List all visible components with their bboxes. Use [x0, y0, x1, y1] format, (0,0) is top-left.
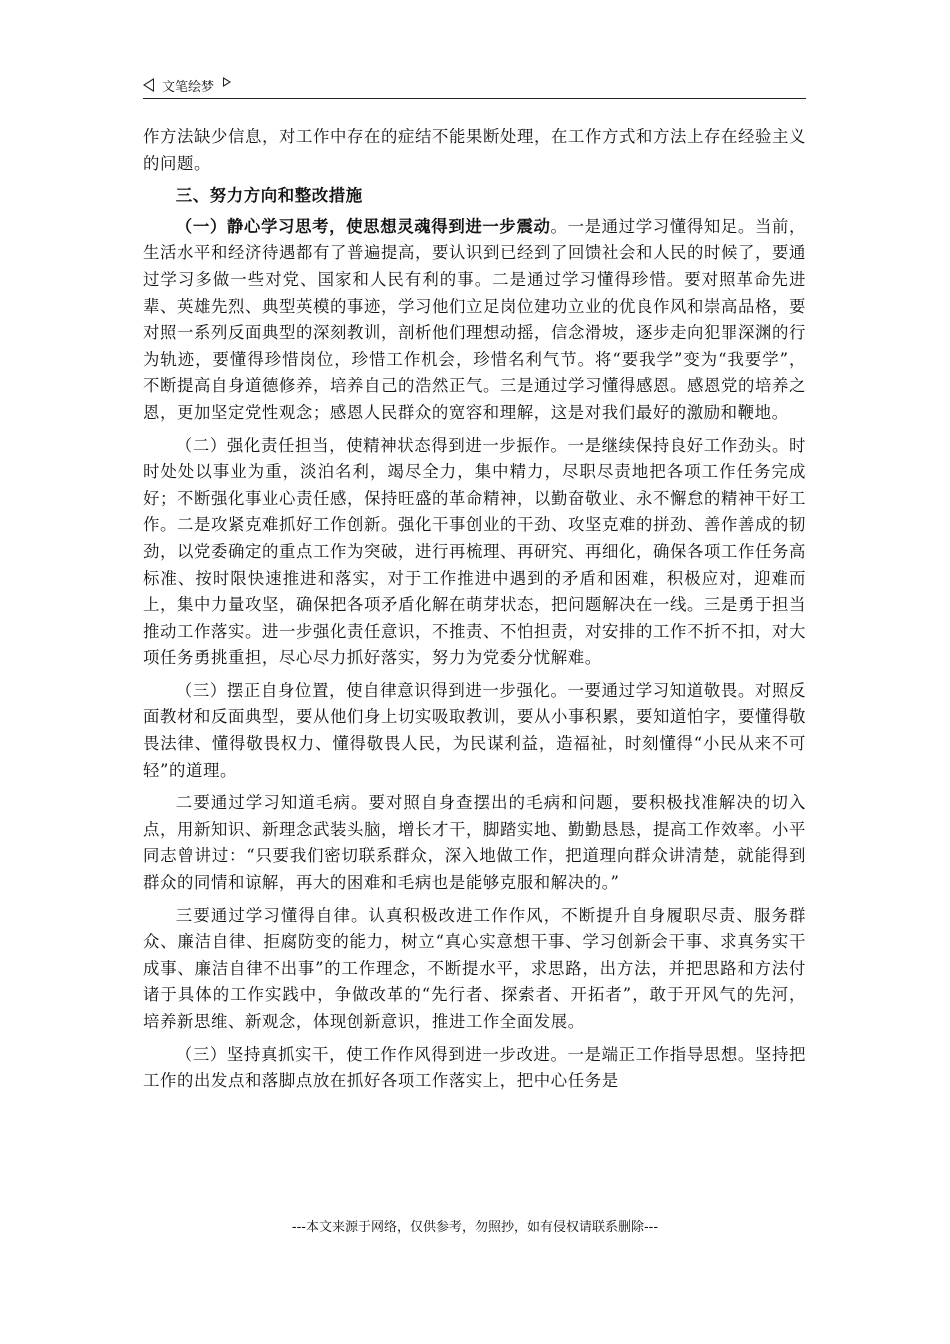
page-header	[143, 72, 806, 99]
paragraph-3: （三）摆正自身位置，使自律意识得到进一步强化。一要通过学习知道敬畏。对照反面教材和反面典型，要从他们身上切实吸取教训，要从小事积累，要知道怕字，要懂得敬畏法律、懂得敬畏权力、懂得敬畏人民，为民谋利益，造福祉，时刻懂得“小民从来不可轻”的道理。	[143, 680, 806, 780]
paragraph-1	[143, 214, 806, 427]
page-footer: ---本文来源于网络，仅供参考，勿照抄，如有侵权请联系删除---	[291, 1220, 659, 1235]
paragraph-6: （三）坚持真抓实干，使工作作风得到进一步改进。一是端正工作指导思想。坚持把工作的出发点和落脚点放在抓好各项工作落实上，把中心任务是	[143, 1044, 806, 1091]
paragraph-2: （二）强化责任担当，使精神状态得到进一步振作。一是继续保持良好工作劲头。时时处处以事业为重，淡泊名利，竭尽全力，集中精力，尽职尽责地把各项工作任务完成好；不断强化事业心责任感，保持旺盛的革命精神，以勤奋敬业、永不懈怠的精神干好工作。二是攻紧克难抓好工作创新。强化干事创业的干劲、攻坚克难的拼劲、善作善成的韧劲，以党委确定的重点工作为突破，进行再梳理、再研究、再细化，确保各项工作任务高标准、按时限快速推进和落实，对于工作推进中遇到的矛盾和困难，积极应对，迎难而上，集中力量攻坚，确保把各项矛盾化解在萌芽状态，把问题解决在一线。三是勇于担当推动工作落实。进一步强化责任意识，不推责、不怕担责，对安排的工作不折不扣，对大项任务勇挑重担，尽心尽力抓好落实，努力为党委分忧解难。	[143, 435, 806, 668]
paragraph-1-rest: 。一是通过学习懂得知足。当前，生活水平和经济待遇都有了普遍提高，要认识到已经到了回馈社会和人民的时候了，要通过学习多做一些对党、国家和人民有利的事。二是通过学习懂得珍惜。要对照革命先进辈、英雄先烈、典型英模的事迹，学习他们立足岗位建功立业的优良作风和崇高品格，要对照一系列反面典型的深刻教训，剖析他们理想动摇，信念滑坡，逐步走向犯罪深渊的行为轨迹，要懂得珍惜岗位，珍惜工作机会，珍惜名利气节。将“要我学”变为“我要学”，不断提高自身道德修养，培养自己的浩然正气。三是通过学习懂得感恩。感恩党的培养之恩，更加坚定党性观念；感恩人民群众的宽容和理解，这是对我们最好的激励和鞭地。	[143, 216, 807, 422]
paragraph-continued: 作方法缺少信息，对工作中存在的症结不能果断处理，在工作方式和方法上存在经验主义的问题。	[143, 127, 806, 173]
triangle-right-icon	[223, 77, 231, 87]
triangle-left-icon	[143, 78, 154, 92]
paragraph-5: 三要通过学习懂得自律。认真积极改进工作作风，不断提升自身履职尽责、服务群众、廉洁自律、拒腐防变的能力，树立“真心实意想干事、学习创新会干事、求真务实干成事、廉洁自律不出事”的工作理念，不断提水平，求思路，出方法，并把思路和方法付诸于具体的工作实践中，争做改革的“先行者、探索者、开拓者”，敢于开风气的先河，培养新思维、新观念，体现创新意识，推进工作全面发展。	[143, 905, 806, 1031]
header-title: 文笔绘梦	[162, 79, 215, 95]
paragraph-1-lead: （一）静心学习思考，使思想灵魂得到进一步震动	[175, 216, 551, 236]
document-body	[143, 124, 806, 1095]
paragraph-4: 二要通过学习知道毛病。要对照自身查摆出的毛病和问题，要积极找准解决的切入点，用新知识、新理念武装头脑，增长才干，脚踏实地、勤勤恳恳，提高工作效率。小平同志曾讲过：“只要我们密切联系群众，深入地做工作，把道理向群众讲清楚，就能得到群众的同情和谅解，再大的困难和毛病也是能够克服和解决的。”	[143, 793, 806, 893]
section-title: 三、努力方向和整改措施	[175, 186, 363, 206]
